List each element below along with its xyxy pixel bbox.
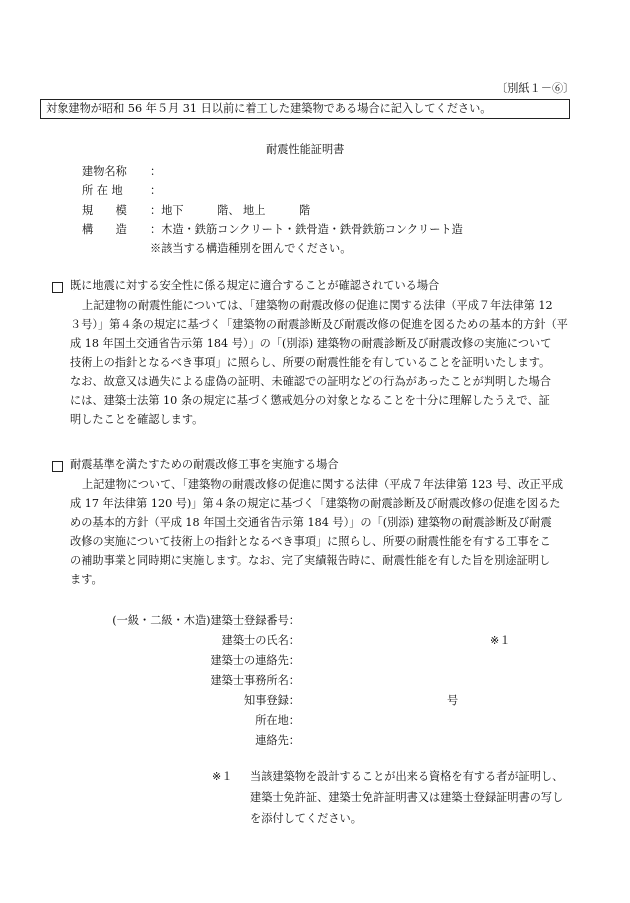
scale-label: 規 模 <box>82 204 127 217</box>
office-address-label: 所在地： <box>255 714 300 727</box>
body-line: には、建築士法第 10 条の規定に基づく懲戒処分の対象となることを十分に理解したうえで、証 <box>70 394 550 407</box>
checkbox-retrofit-planned[interactable] <box>52 461 63 472</box>
architect-office-label: 建築士事務所名： <box>210 674 300 687</box>
body-line: 成 17 年法律第 120 号)」第４条の規定に基づく「建築物の耐震診断及び耐震改修の促進を図るた <box>70 497 561 510</box>
body-line: の補助事業と同時期に実施します。なお、完了実績報告時に、耐震性能を有した旨を別途証明し <box>70 554 551 567</box>
office-contact-label: 連絡先： <box>255 734 300 747</box>
body-line: 成 18 年国土交通省告示第 184 号）」の「(別添) 建築物の耐震診断及び耐震改修の実施について <box>70 337 552 350</box>
architect-contact-label: 建築士の連絡先： <box>210 654 300 667</box>
architect-name-label: 建築士の氏名： <box>221 634 300 647</box>
section-title: 既に地震に対する安全性に係る規定に適合することが確認されている場合 <box>70 279 440 292</box>
footnote-line: を添付してください。 <box>250 812 362 825</box>
governor-registration-label: 知事登録： <box>244 694 300 707</box>
section-title: 耐震基準を満たすための耐震改修工事を実施する場合 <box>70 458 339 471</box>
location-label: 所 在 地 <box>82 184 123 197</box>
footnote-text <box>250 766 590 829</box>
section-body <box>70 296 580 429</box>
structure-field[interactable]: ：木造・鉄筋コンクリート・鉄骨造・鉄骨鉄筋コンクリート造 <box>150 223 463 236</box>
body-line: 上記建物の耐震性能については、「建築物の耐震改修の促進に関する法律（平成７年法律第 12 <box>82 299 553 312</box>
document-title: 耐震性能証明書 <box>266 143 345 156</box>
building-name-label: 建物名称 <box>82 165 127 178</box>
body-line: なお、故意又は過失による虚偽の証明、未確認での証明などの行為があったことが判明した場合 <box>70 375 551 388</box>
body-line: ３号）」第４条の規定に基づく「建築物の耐震診断及び耐震改修の促進を図るための基本的方針（平 <box>70 318 568 331</box>
registration-number-label: (一級・二級・木造)建築士登録番号： <box>112 614 300 627</box>
body-line: めの基本的方針（平成 18 年国土交通省告示第 184 号）」の「(別添) 建築物の耐震診断及び耐震 <box>70 516 552 529</box>
body-line: 上記建物について、「建築物の耐震改修の促進に関する法律（平成７年法律第 123 号、改正平成 <box>82 478 564 491</box>
building-name-field[interactable]: ： <box>150 165 162 178</box>
scale-field[interactable]: ：地下 階、 地上 階 <box>150 204 311 217</box>
governor-registration-suffix: 号 <box>447 694 459 707</box>
body-line: ます。 <box>70 573 103 586</box>
body-line: 明したことを確認します。 <box>70 413 204 426</box>
location-field[interactable]: ： <box>150 184 162 197</box>
notice-box: 対象建物が昭和 56 年５月 31 日以前に着工した建築物である場合に記入してください。 <box>40 99 570 119</box>
form-reference-code: 〔別紙１－⑥〕 <box>496 82 575 95</box>
checkbox-already-compliant[interactable] <box>52 282 63 293</box>
footnote-line: 当該建築物を設計することが出来る資格を有する者が証明し、 <box>250 770 564 783</box>
footnote-line: 建築士免許証、建築士免許証明書又は建築士登録証明書の写し <box>250 791 564 804</box>
body-line: 技術上の指針となるべき事項」に照らし、所要の耐震性能を有していることを証明いたします。 <box>70 356 551 369</box>
body-line: 改修の実施について技術上の指針となるべき事項」に照らし、所要の耐震性能を有する工事をこ <box>70 535 551 548</box>
footnote-mark: ※１ <box>212 770 233 783</box>
structure-note: ※該当する構造種別を囲んでください。 <box>150 242 352 255</box>
structure-label: 構 造 <box>82 223 127 236</box>
footnote-ref-mark: ※１ <box>490 634 511 647</box>
section-body <box>70 475 580 589</box>
